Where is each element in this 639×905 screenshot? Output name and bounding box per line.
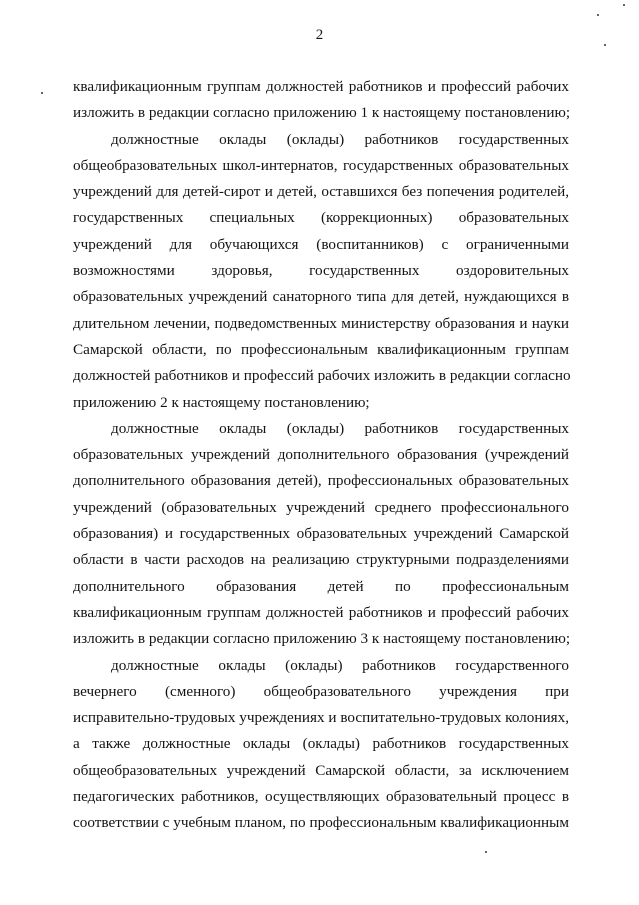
paragraph-3 bbox=[73, 416, 569, 653]
text-line: общеобразовательных школ-интернатов, государственных образовательных bbox=[73, 156, 569, 174]
text-line: общеобразовательных учреждений Самарской области, за исключением bbox=[73, 761, 569, 779]
text-line: соответствии с учебным планом, по профессиональным квалификационным bbox=[73, 814, 569, 832]
text-line: образовательных учреждений дополнительного образования (учреждений bbox=[73, 446, 569, 464]
text-line: учреждений для детей-сирот и детей, оставшихся без попечения родителей, bbox=[73, 183, 569, 201]
text-line: длительном лечении, подведомственных министерству образования и науки bbox=[73, 314, 569, 332]
text-line: педагогических работников, осуществляющих образовательный процесс в bbox=[73, 788, 569, 806]
text-line: возможностями здоровья, государственных оздоровительных bbox=[73, 262, 569, 280]
text-line: образовательных учреждений санаторного типа для детей, нуждающихся в bbox=[73, 288, 569, 306]
document-body bbox=[73, 74, 569, 837]
text-line: исправительно-трудовых учреждениях и воспитательно-трудовых колониях, bbox=[73, 709, 569, 727]
text-line: квалификационным группам должностей работников и профессий рабочих bbox=[73, 603, 569, 621]
scan-speck bbox=[485, 851, 487, 853]
text-line: вечернего (сменного) общеобразовательного учреждения при bbox=[73, 682, 569, 700]
text-line: образования) и государственных образовательных учреждений Самарской bbox=[73, 525, 569, 543]
text-line: должностные оклады (оклады) работников государственных bbox=[111, 130, 569, 148]
text-line: дополнительного образования детей), профессиональных образовательных bbox=[73, 472, 569, 490]
text-line: Самарской области, по профессиональным квалификационным группам bbox=[73, 340, 569, 358]
paragraph-1 bbox=[73, 74, 569, 127]
text-line: учреждений для обучающихся (воспитанников) с ограниченными bbox=[73, 235, 569, 253]
text-line: области в части расходов на реализацию структурными подразделениями bbox=[73, 551, 569, 569]
paragraph-4 bbox=[73, 653, 569, 837]
text-line: а также должностные оклады (оклады) работников государственных bbox=[73, 735, 569, 753]
scan-speck bbox=[41, 92, 43, 94]
paragraph-2 bbox=[73, 127, 569, 416]
text-line: изложить в редакции согласно приложению 1 к настоящему постановлению; bbox=[73, 104, 571, 122]
text-line: должностей работников и профессий рабочих изложить в редакции согласно bbox=[73, 367, 571, 385]
scan-speck bbox=[597, 14, 599, 16]
text-line: квалификационным группам должностей работников и профессий рабочих bbox=[73, 78, 569, 95]
scan-speck bbox=[623, 4, 625, 6]
text-line: должностные оклады (оклады) работников государственных bbox=[111, 419, 569, 437]
page-number: 2 bbox=[315, 27, 324, 43]
text-line: должностные оклады (оклады) работников государственного bbox=[111, 656, 569, 674]
scan-speck bbox=[604, 44, 606, 46]
text-line: государственных специальных (коррекционных) образовательных bbox=[73, 209, 569, 227]
text-line: изложить в редакции согласно приложению 3 к настоящему постановлению; bbox=[73, 630, 571, 648]
text-line: приложению 2 к настоящему постановлению; bbox=[73, 393, 370, 411]
text-line: дополнительного образования детей по профессиональным bbox=[73, 577, 569, 595]
text-line: учреждений (образовательных учреждений среднего профессионального bbox=[73, 498, 569, 516]
